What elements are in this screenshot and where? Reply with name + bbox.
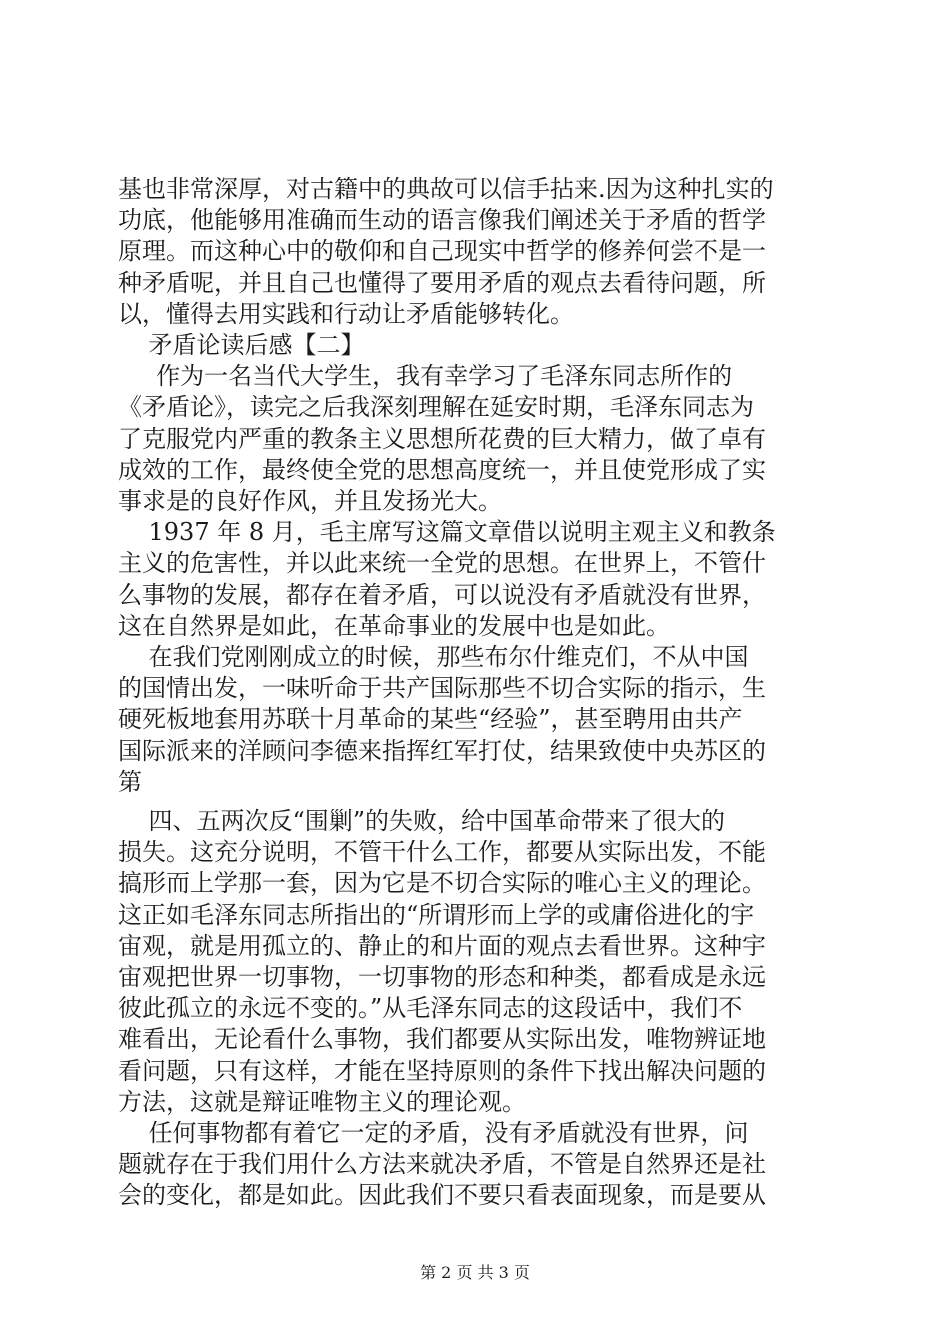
text-line: 看问题，只有这样，才能在坚持原则的条件下找出解决问题的 [118,1056,766,1085]
text-line: 国际派来的洋顾问李德来指挥红军打仗，结果致使中央苏区的 [118,736,766,765]
text-line: 难看出，无论看什么事物，我们都要从实际出发，唯物辨证地 [118,1025,766,1054]
text-line: 这正如毛泽东同志所指出的“所谓形而上学的或庸俗进化的宇 [118,900,755,929]
text-line: 宙观，就是用孤立的、静止的和片面的观点去看世界。这种宇 [118,931,766,960]
text-line: 以，懂得去用实践和行动让矛盾能够转化。 [118,299,574,328]
text-line: 种矛盾呢，并且自己也懂得了要用矛盾的观点去看待问题，所 [118,268,766,297]
text-line: 矛盾论读后感【二】 [118,331,365,359]
text-line: 主义的危害性，并以此来统一全党的思想。在世界上，不管什 [118,549,766,578]
text-line: 方法，这就是辩证唯物主义的理论观。 [118,1087,526,1116]
text-line: 四、五两次反“围剿”的失败，给中国革命带来了很大的 [118,807,726,835]
text-line: 硬死板地套用苏联十月革命的某些“经验”，甚至聘用由共产 [118,705,743,734]
text-line: 功底，他能够用准确而生动的语言像我们阐述关于矛盾的哲学 [118,206,766,235]
text-line: 成效的工作，最终使全党的思想高度统一，并且使党形成了实 [118,455,766,484]
text-line: 1937 年 8 月，毛主席写这篇文章借以说明主观主义和教条 [118,518,776,547]
text-line: 了克服党内严重的教条主义思想所花费的巨大精力，做了卓有 [118,424,766,453]
text-line: 作为一名当代大学生，我有幸学习了毛泽东同志所作的 [118,362,733,391]
text-line: 在我们党刚刚成立的时候，那些布尔什维克们，不从中国 [118,643,749,671]
text-line: 任何事物都有着它一定的矛盾，没有矛盾就没有世界，问 [118,1119,749,1147]
text-line: 这在自然界是如此，在革命事业的发展中也是如此。 [118,611,670,640]
text-line: 第 [118,767,142,796]
text-line: 《矛盾论》，读完之后我深刻理解在延安时期，毛泽东同志为 [118,393,754,422]
text-line: 彼此孤立的永远不变的。”从毛泽东同志的这段话中，我们不 [118,994,743,1023]
text-line: 事求是的良好作风，并且发扬光大。 [118,487,502,515]
text-line: 基也非常深厚，对古籍中的典故可以信手拈来.因为这种扎实的 [118,175,774,203]
text-line: 搞形而上学那一套，因为它是不切合实际的唯心主义的理论。 [118,869,766,898]
text-line: 会的变化，都是如此。因此我们不要只看表面现象，而是要从 [118,1181,766,1210]
text-line: 么事物的发展，都存在着矛盾，可以说没有矛盾就没有世界， [118,580,766,609]
text-line: 的国情出发，一味听命于共产国际那些不切合实际的指示，生 [118,674,766,703]
text-line: 宙观把世界一切事物，一切事物的形态和种类，都看成是永远 [118,963,766,991]
text-line: 题就存在于我们用什么方法来就决矛盾，不管是自然界还是社 [118,1150,766,1179]
text-line: 损失。这充分说明，不管干什么工作，都要从实际出发，不能 [118,838,766,867]
text-line: 原理。而这种心中的敬仰和自己现实中哲学的修养何尝不是一 [118,237,766,266]
page-footer: 第 2 页 共 3 页 [420,1263,530,1282]
